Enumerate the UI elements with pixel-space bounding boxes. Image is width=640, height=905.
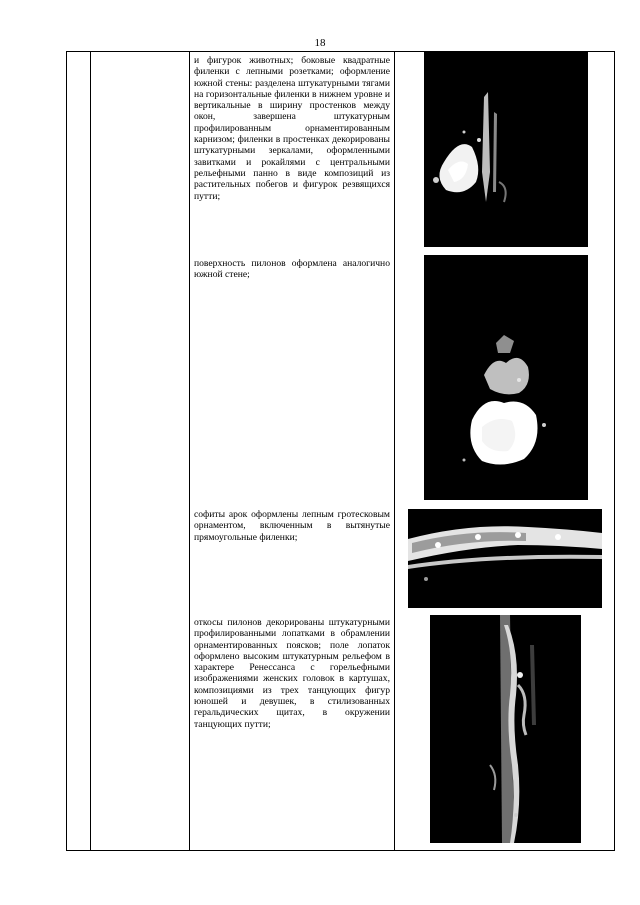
description-text: откосы пилонов декорированы штукатурными профилированными лопатками в обрамлении орнаментированных поясков; поле лопаток оформлено высоким штукатурным рельефом в характере Ренессанса с горельефными изображениями женских головок в картушах, композициями из трех танцующих фигур юношей и девушек, в стилизованных геральдических щитах, в окружении танцующих путти; <box>194 617 390 730</box>
row-photo <box>424 255 588 500</box>
column-divider-1 <box>90 51 91 851</box>
description-text: и фигурок животных; боковые квадратные филенки с лепными розетками; оформление южной стены: разделена штукатурными тягами на горизонтальные филенки в нижнем уровне и вертикальные в ширину простенков между окон, завершена штукатурным профилированным орнаментированным карнизом; филенки в простенках декорированы штукатурными зеркалами, оформленными завитками и рокайлями с центральными рельефными панно в виде композиций из растительных побегов и фигурок резвящихся путти; <box>194 55 390 202</box>
description-text: софиты арок оформлены лепным гротесковым орнаментом, включенным в вытянутые прямоугольные филенки; <box>194 509 390 543</box>
column-divider-2 <box>189 51 190 851</box>
row-photo <box>424 52 588 247</box>
column-divider-3 <box>394 51 395 851</box>
description-text: поверхность пилонов оформлена аналогично южной стене; <box>194 258 390 281</box>
row-photo <box>408 509 602 608</box>
row-photo <box>430 615 581 843</box>
page-number: 18 <box>314 37 326 49</box>
